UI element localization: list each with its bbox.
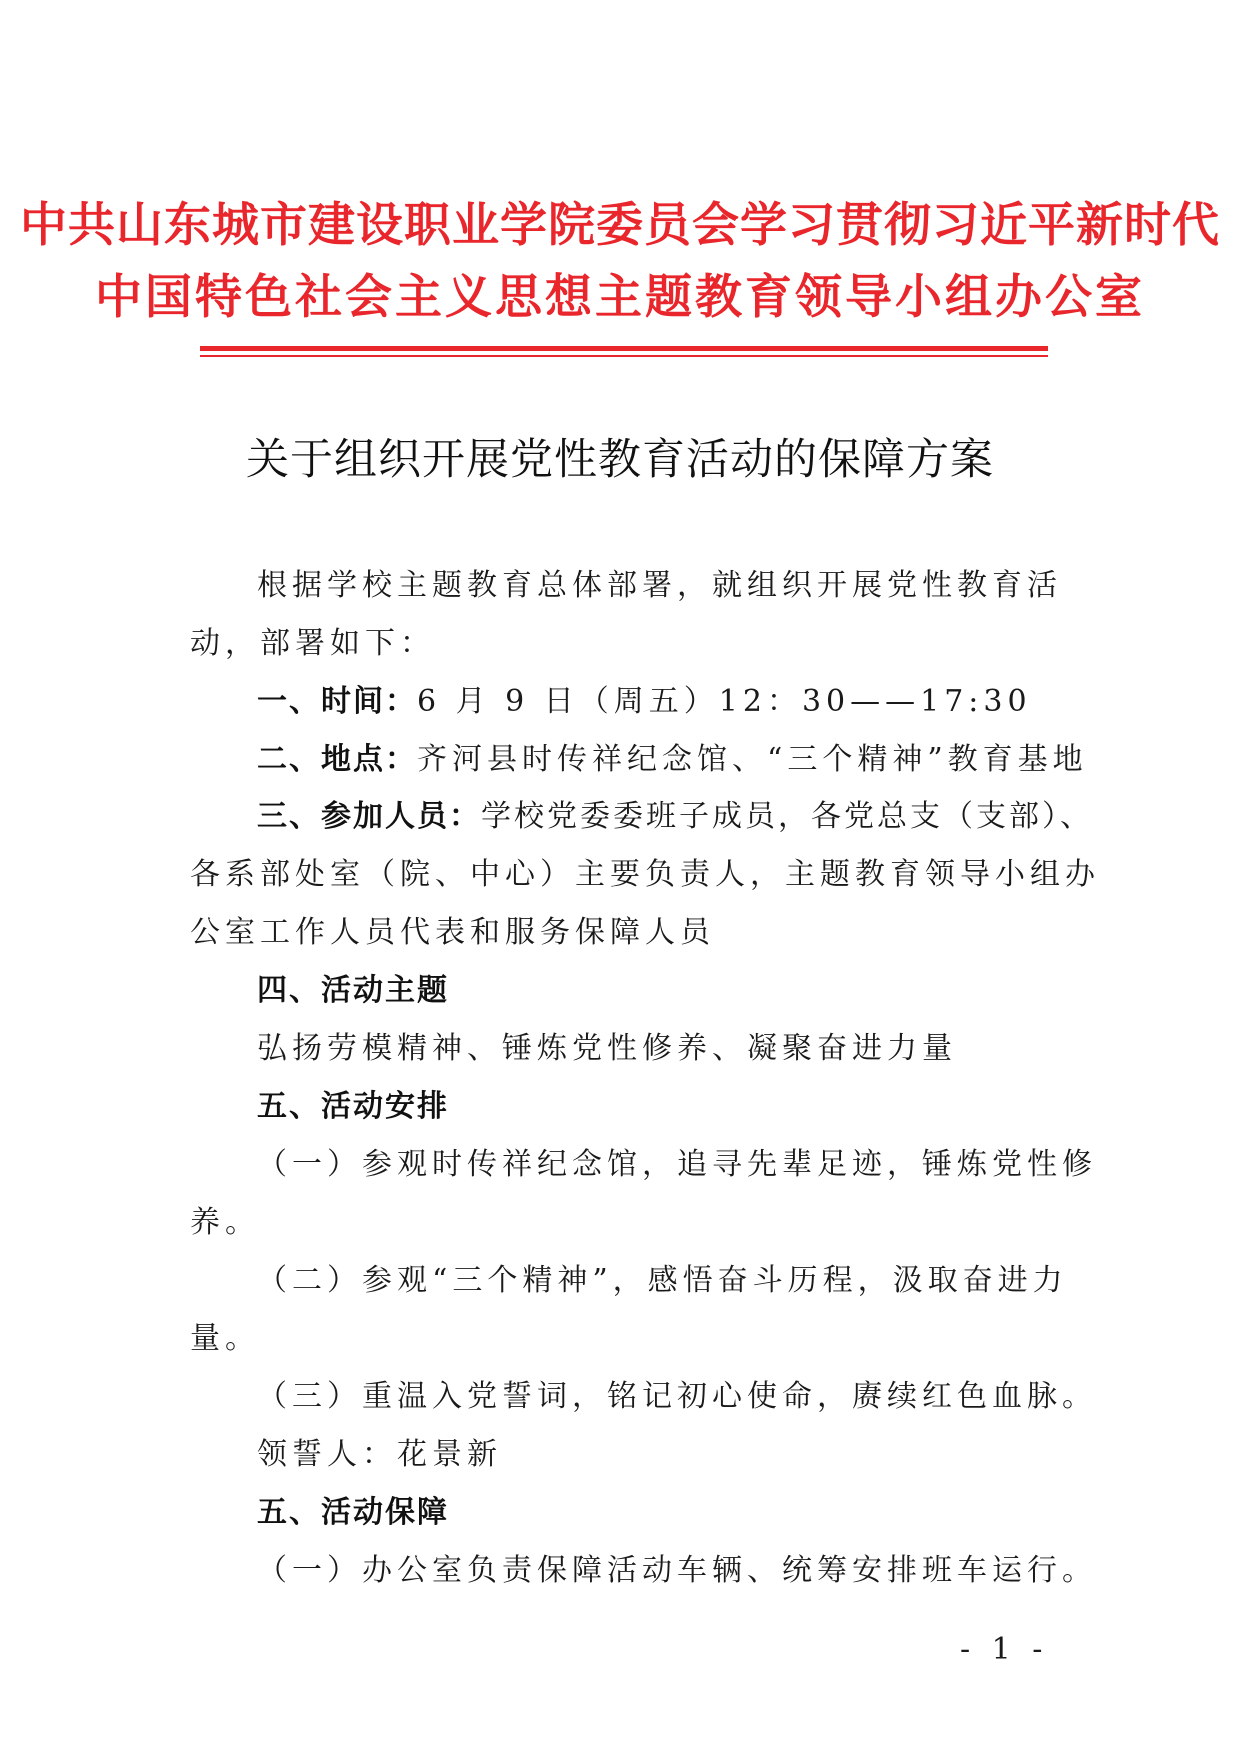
participants-item (257, 797, 1093, 837)
place-label: 二、地点： (257, 742, 417, 777)
arrangement-item-3: （三）重温入党誓词，铭记初心使命，赓续红色血脉。 (257, 1379, 1097, 1414)
participants-value-line-1: 学校党委委班子成员，各党总支（支部）、 (481, 799, 1093, 834)
participants-label: 三、参加人员： (257, 799, 481, 834)
time-label: 一、时间： (257, 684, 417, 719)
time-value: 6 月 9 日（周五）12：30——17:30 (417, 684, 1032, 719)
red-header-rule-thin (200, 355, 1048, 357)
intro-paragraph-line-2: 动，部署如下： (190, 626, 435, 661)
place-item (257, 740, 1088, 780)
guarantee-item-1: （一）办公室负责保障活动车辆、统筹安排班车运行。 (257, 1553, 1097, 1588)
red-header-line-1: 中共山东城市建设职业学院委员会学习贯彻习近平新时代 (20, 198, 1220, 253)
theme-heading: 四、活动主题 (257, 973, 449, 1008)
document-title: 关于组织开展党性教育活动的保障方案 (246, 435, 994, 485)
arrangement-item-2-line-1: （二）参观“三个精神”，感悟奋斗历程，汲取奋进力 (257, 1263, 1068, 1298)
arrangement-item-1-line-1: （一）参观时传祥纪念馆，追寻先辈足迹，锤炼党性修 (257, 1147, 1097, 1182)
guarantee-heading: 五、活动保障 (257, 1495, 449, 1530)
participants-value-line-2: 各系部处室（院、中心）主要负责人，主题教育领导小组办 (190, 857, 1100, 892)
oath-leader: 领誓人：花景新 (257, 1437, 502, 1472)
red-header-line-2: 中国特色社会主义思想主题教育领导小组办公室 (95, 270, 1145, 325)
time-item (257, 682, 1032, 722)
participants-value-line-3: 公室工作人员代表和服务保障人员 (190, 915, 715, 950)
arrangement-item-2-line-2: 量。 (190, 1321, 260, 1356)
arrangement-heading: 五、活动安排 (257, 1089, 449, 1124)
page-number: - 1 - (960, 1632, 1049, 1667)
place-value: 齐河县时传祥纪念馆、“三个精神”教育基地 (417, 742, 1088, 777)
theme-value: 弘扬劳模精神、锤炼党性修养、凝聚奋进力量 (257, 1031, 957, 1066)
arrangement-item-1-line-2: 养。 (190, 1205, 260, 1240)
intro-paragraph-line-1: 根据学校主题教育总体部署，就组织开展党性教育活 (257, 568, 1062, 603)
red-header-rule-thick (200, 346, 1048, 351)
